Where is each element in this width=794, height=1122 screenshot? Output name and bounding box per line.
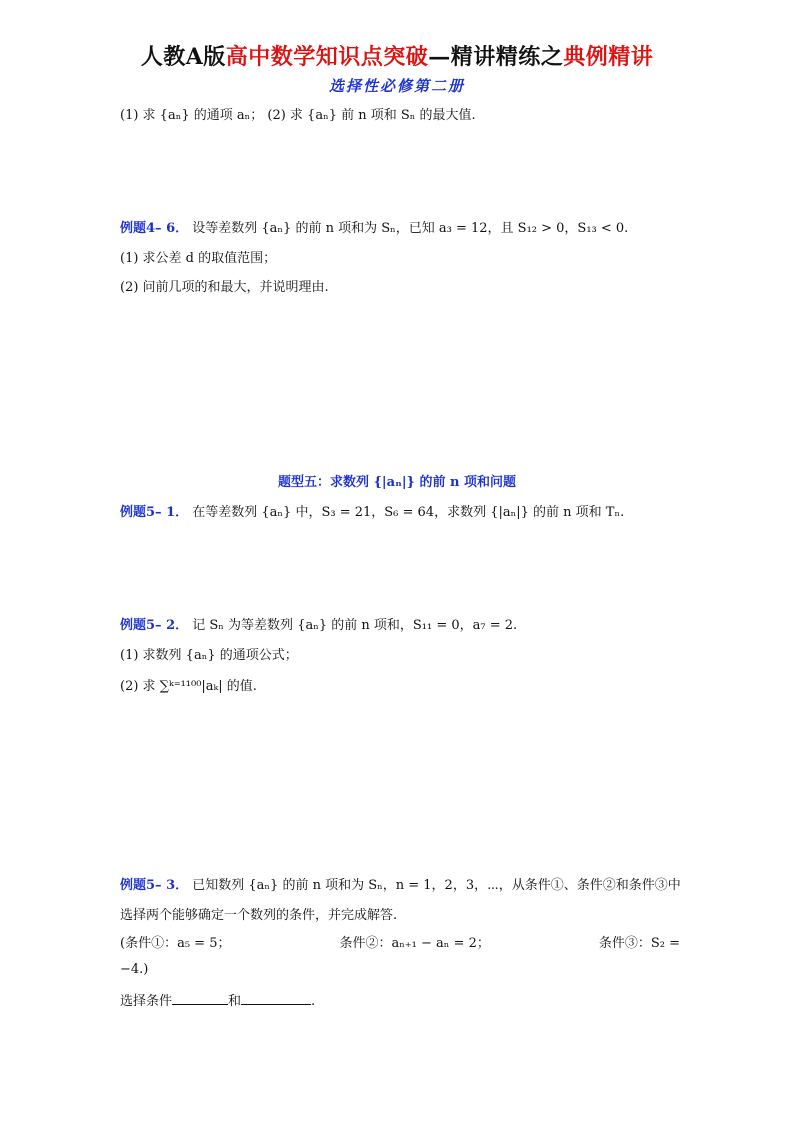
example-4-6-statement-line [120,219,680,239]
example-4-6-q1: (1) 求公差 d 的取值范围； [120,251,277,266]
example-4-6-label: 例题4– 6． [120,221,189,236]
title-part-4: 典例精讲 [563,44,654,70]
example-5-3-line-1 [120,876,680,896]
page-subtitle: 选择性必修第二册 [328,77,465,95]
example-5-2-statement: 记 Sₙ 为等差数列 {aₙ} 的前 n 项和，S₁₁ = 0，a₇ = 2. [192,618,518,633]
answer-blank-2[interactable] [241,990,311,1005]
example-5-2-q1: (1) 求数列 {aₙ} 的通项公式； [120,648,298,663]
condition-1: (条件①：a₅ = 5； [120,936,231,951]
example-5-2-label: 例题5– 2． [120,618,189,633]
choose-prefix: 选择条件 [120,994,173,1009]
example-5-3-conditions [120,934,680,954]
example-5-1-label: 例题5– 1． [120,505,189,520]
page-header [0,40,794,96]
condition-3-continued: −4.) [120,962,149,977]
example-5-2-line [120,616,680,636]
answer-blank-1[interactable] [172,990,228,1005]
choose-end: . [311,994,316,1009]
choose-conditions-line [120,990,680,1012]
condition-2: 条件②：aₙ₊₁ − aₙ = 2； [339,936,490,951]
section-5-heading [0,473,794,493]
example-5-3-statement-1: 已知数列 {aₙ} 的前 n 项和为 Sₙ，n = 1，2，3，⋯，从条件①、条件②和条件③中 [192,878,681,893]
example-5-1-statement: 在等差数列 {aₙ} 中，S₃ = 21，S₆ = 64，求数列 {|aₙ|} 的前 n 项和 Tₙ. [192,505,625,520]
example-5-3-line-2: 选择两个能够确定一个数列的条件，并完成解答. [120,908,398,923]
example-5-2-q2: (2) 求 ∑ᵏ⁼¹¹⁰⁰|aₖ| 的值. [120,679,257,694]
example-5-1-line [120,503,680,523]
title-part-2: 高中数学知识点突破 [225,44,429,70]
title-part-3: —精讲精练之 [428,44,564,70]
section-5-title: 题型五：求数列 {|aₙ|} 的前 n 项和问题 [278,475,516,490]
page-title [0,40,794,71]
example-4-6-statement: 设等差数列 {aₙ} 的前 n 项和为 Sₙ，已知 a₃ = 12，且 S₁₂ > 0，S₁₃ < 0. [192,221,629,236]
continued-question: (1) 求 {aₙ} 的通项 aₙ； (2) 求 {aₙ} 前 n 项和 Sₙ 的最大值. [120,108,476,123]
condition-3: 条件③：S₂ = [598,936,680,951]
example-4-6-q2: (2) 问前几项的和最大，并说明理由. [120,280,329,295]
choose-and: 和 [228,994,242,1009]
example-5-3-label: 例题5– 3． [120,878,189,893]
title-part-1: 人教A版 [140,44,226,70]
